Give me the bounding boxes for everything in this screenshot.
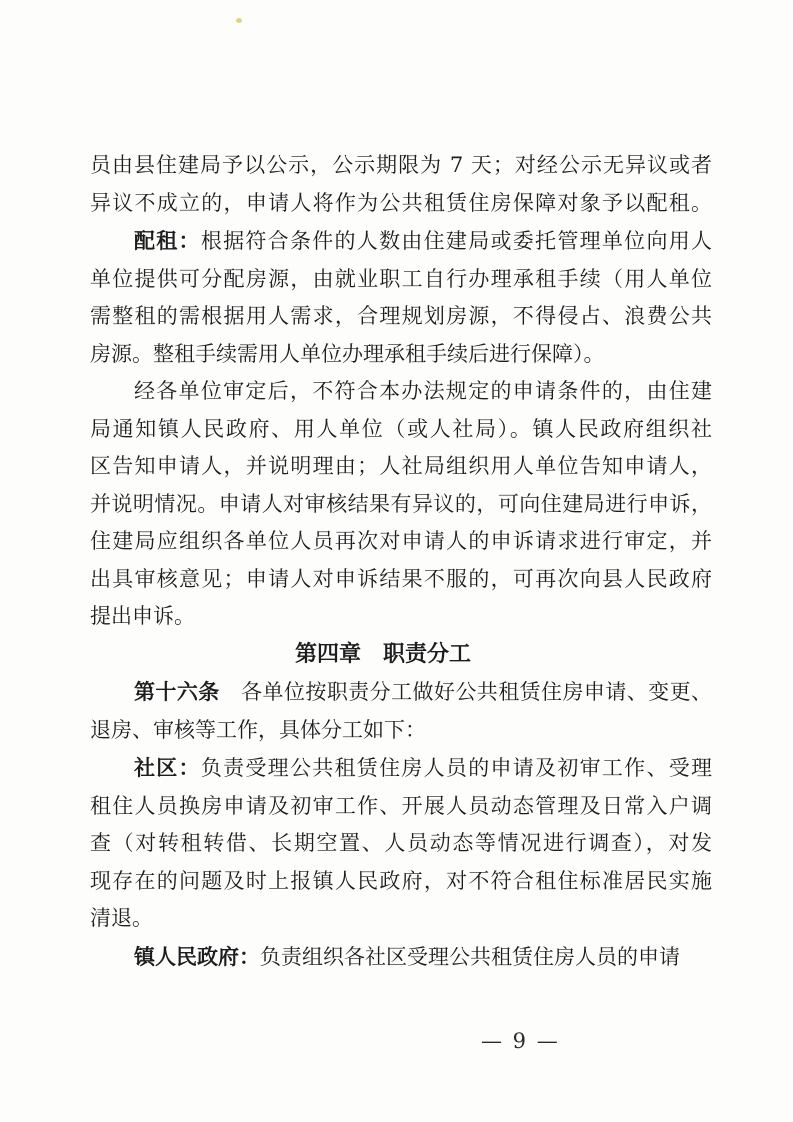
line-text: 根据符合条件的人数由住建局或委托管理单位向用人 (200, 229, 713, 253)
text-line (90, 222, 712, 261)
paragraph-town-government-duty (90, 938, 712, 977)
bold-lead: 镇人民政府： (134, 943, 260, 969)
document-body (90, 147, 712, 976)
text-line: 员由县住建局予以公示，公示期限为 7 天；对经公示无异议或者 (90, 153, 712, 177)
line-text: 各单位按职责分工做好公共租赁住房申请、变更、 (241, 680, 713, 704)
line-text: 负责受理公共租赁住房人员的申请及初审工作、受理 (200, 756, 713, 780)
text-line: 清退。 (90, 906, 153, 930)
text-line: 现存在的问题及时上报镇人民政府，对不符合租住标准居民实施 (90, 868, 712, 893)
paragraph-review-process (90, 373, 712, 636)
text-line: 查（对转租转借、长期空置、人员动态等情况进行调查），对发 (90, 831, 712, 855)
text-line: 出具审核意见；申请人对申诉结果不服的，可再次向县人民政府 (90, 566, 712, 591)
text-line: 区告知申请人，并说明理由；人社局组织用人单位告知申请人， (90, 454, 712, 478)
text-line: 租住人员换房申请及初审工作、开展人员动态管理及日常入户调 (90, 793, 712, 818)
paragraph-peizu (90, 222, 712, 373)
text-line: 经各单位审定后，不符合本办法规定的申请条件的，由住建 (134, 379, 712, 403)
text-line: 局通知镇人民政府、用人单位（或人社局）。镇人民政府组织社 (90, 416, 712, 441)
paragraph-article-16 (90, 673, 712, 749)
text-line: 房源。整租手续需用人单位办理承租手续后进行保障）。 (90, 341, 605, 366)
scan-artifact (236, 18, 242, 23)
text-line (90, 673, 712, 712)
chapter-heading: 第四章 职责分工 (294, 640, 471, 667)
text-line: 需整租的需根据用人需求，合理规划房源，不得侵占、浪费公共 (90, 304, 712, 328)
bold-lead: 配租： (134, 228, 201, 253)
text-line: 异议不成立的，申请人将作为公共租赁住房保障对象予以配租。 (90, 190, 712, 215)
text-line: 退房、审核等工作，具体分工如下： (90, 717, 426, 742)
page-number: — 9 — (481, 1029, 560, 1053)
text-line: 并说明情况。申请人对审核结果有异议的，可向住建局进行申诉， (90, 491, 712, 516)
text-line: 提出申诉。 (90, 604, 195, 628)
bold-lead: 社区： (134, 755, 201, 780)
text-line (90, 938, 712, 977)
bold-lead: 第十六条 (134, 679, 242, 704)
paragraph-continuation (90, 147, 712, 222)
text-line: 住建局应组织各单位人员再次对申请人的申诉请求进行审定，并 (90, 529, 712, 553)
text-line (90, 749, 712, 788)
paragraph-community-duty (90, 749, 712, 938)
line-text: 负责组织各社区受理公共租赁住房人员的申请 (260, 944, 680, 969)
text-line: 单位提供可分配房源，由就业职工自行办理承租手续（用人单位 (90, 266, 712, 291)
